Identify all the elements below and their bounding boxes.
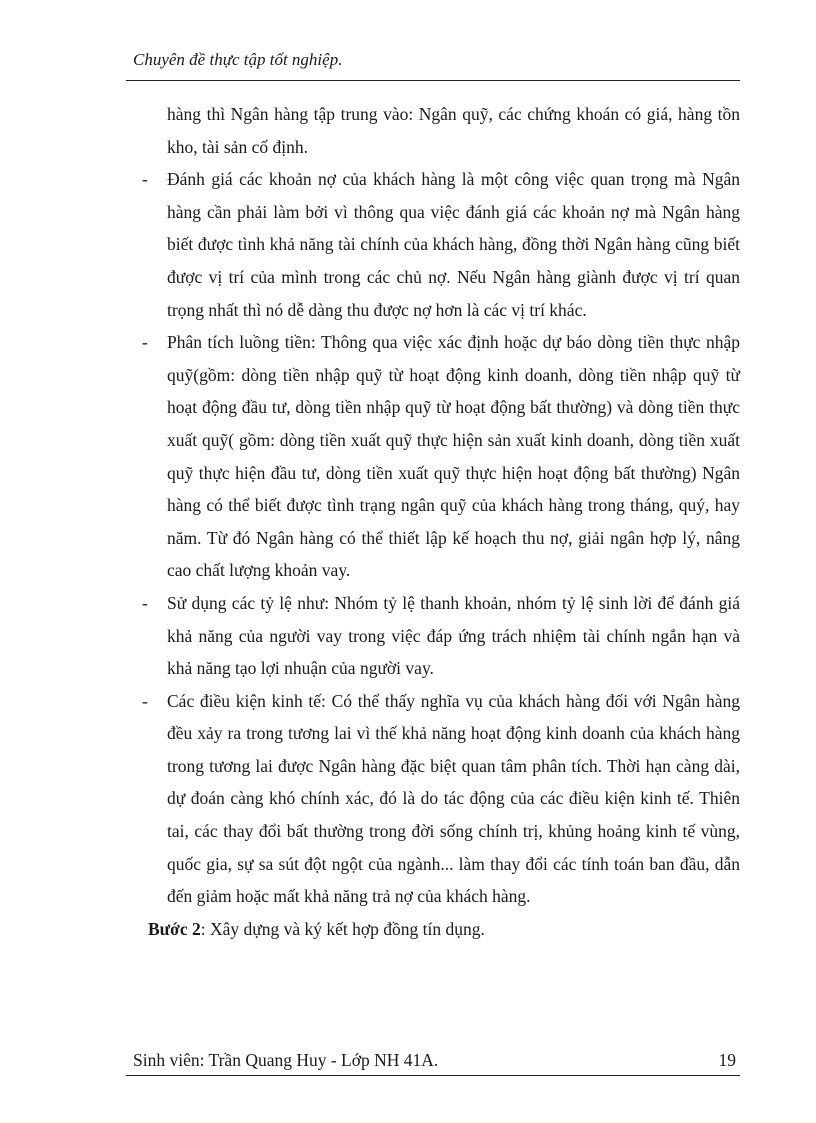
- header-divider: [126, 80, 740, 81]
- bullet-marker: -: [142, 332, 148, 353]
- footer-page-number: 19: [718, 1050, 736, 1070]
- bullet-text: Sử dụng các tỷ lệ như: Nhóm tỷ lệ thanh khoản, nhóm tỷ lệ sinh lời để đánh giá khả năng của người vay trong việc đáp ứng trách nhiệm tài chính ngắn hạn và khả năng tạo lợi nhuận của người vay.: [167, 592, 740, 679]
- bullet-marker: -: [142, 690, 148, 711]
- bullet-text: Các điều kiện kinh tế: Có thể thấy nghĩa vụ của khách hàng đối với Ngân hàng đều xảy ra trong tương lai vì thế khả năng hoạt động kinh doanh của khách hàng trong tương lai được Ngân hàng đặc biệt quan tâm phân tích. Thời hạn càng dài, dự đoán càng khó chính xác, đó là do tác động của các điều kiện kinh tế. Thiên tai, các thay đổi bất thường trong đời sống chính trị, khủng hoảng kinh tế vùng, quốc gia, sự sa sút đột ngột của ngành... làm thay đổi các tính toán ban đầu, dẫn đến giảm hoặc mất khả năng trả nợ của khách hàng.: [167, 690, 740, 907]
- step-heading: [148, 913, 740, 946]
- bullet-marker: -: [142, 169, 148, 190]
- step-label: Bước 2: [148, 918, 201, 939]
- bullet-item-debt-evaluation: [142, 163, 740, 326]
- bullet-text: Đánh giá các khoản nợ của khách hàng là một công việc quan trọng mà Ngân hàng cần phải làm bởi vì thông qua việc đánh giá các khoản nợ mà Ngân hàng biết được tình khả năng tài chính của khách hàng, đồng thời Ngân hàng cũng biết được vị trí của mình trong các chủ nợ. Nếu Ngân hàng giành được vị trí quan trọng nhất thì nó dễ dàng thu được nợ hơn là các vị trí khác.: [167, 169, 740, 320]
- bullet-marker: -: [142, 592, 148, 613]
- footer-divider: [126, 1075, 740, 1076]
- document-body: [0, 98, 816, 945]
- footer-student-info: Sinh viên: Trần Quang Huy - Lớp NH 41A.: [133, 1050, 439, 1070]
- step-text: : Xây dựng và ký kết hợp đồng tín dụng.: [200, 918, 485, 939]
- bullet-text: Phân tích luồng tiền: Thông qua việc xác định hoặc dự báo dòng tiền thực nhập quỹ(gồm: dòng tiền nhập quỹ từ hoạt động kinh doanh, dòng tiền nhập quỹ từ hoạt động đầu tư, dòng tiền nhập quỹ từ hoạt động bất thường) và dòng tiền thực xuất quỹ( gồm: dòng tiền xuất quỹ thực hiện sản xuất kinh doanh, dòng tiền xuất quỹ thực hiện đầu tư, dòng tiền xuất quỹ thực hiện hoạt động bất thường) Ngân hàng có thể biết được tình trạng ngân quỹ của khách hàng trong tháng, quý, hay năm. Từ đó Ngân hàng có thể thiết lập kế hoạch thu nợ, giải ngân hợp lý, nâng cao chất lượng khoản vay.: [167, 332, 740, 581]
- bullet-item-cash-flow: [142, 326, 740, 587]
- bullet-item-economic-conditions: [142, 685, 740, 913]
- page-header-title: Chuyên đề thực tập tốt nghiệp.: [133, 50, 343, 69]
- paragraph-continuation: hàng thì Ngân hàng tập trung vào: Ngân quỹ, các chứng khoán có giá, hàng tồn kho, tài sản cố định.: [167, 104, 740, 157]
- bullet-item-ratios: [142, 587, 740, 685]
